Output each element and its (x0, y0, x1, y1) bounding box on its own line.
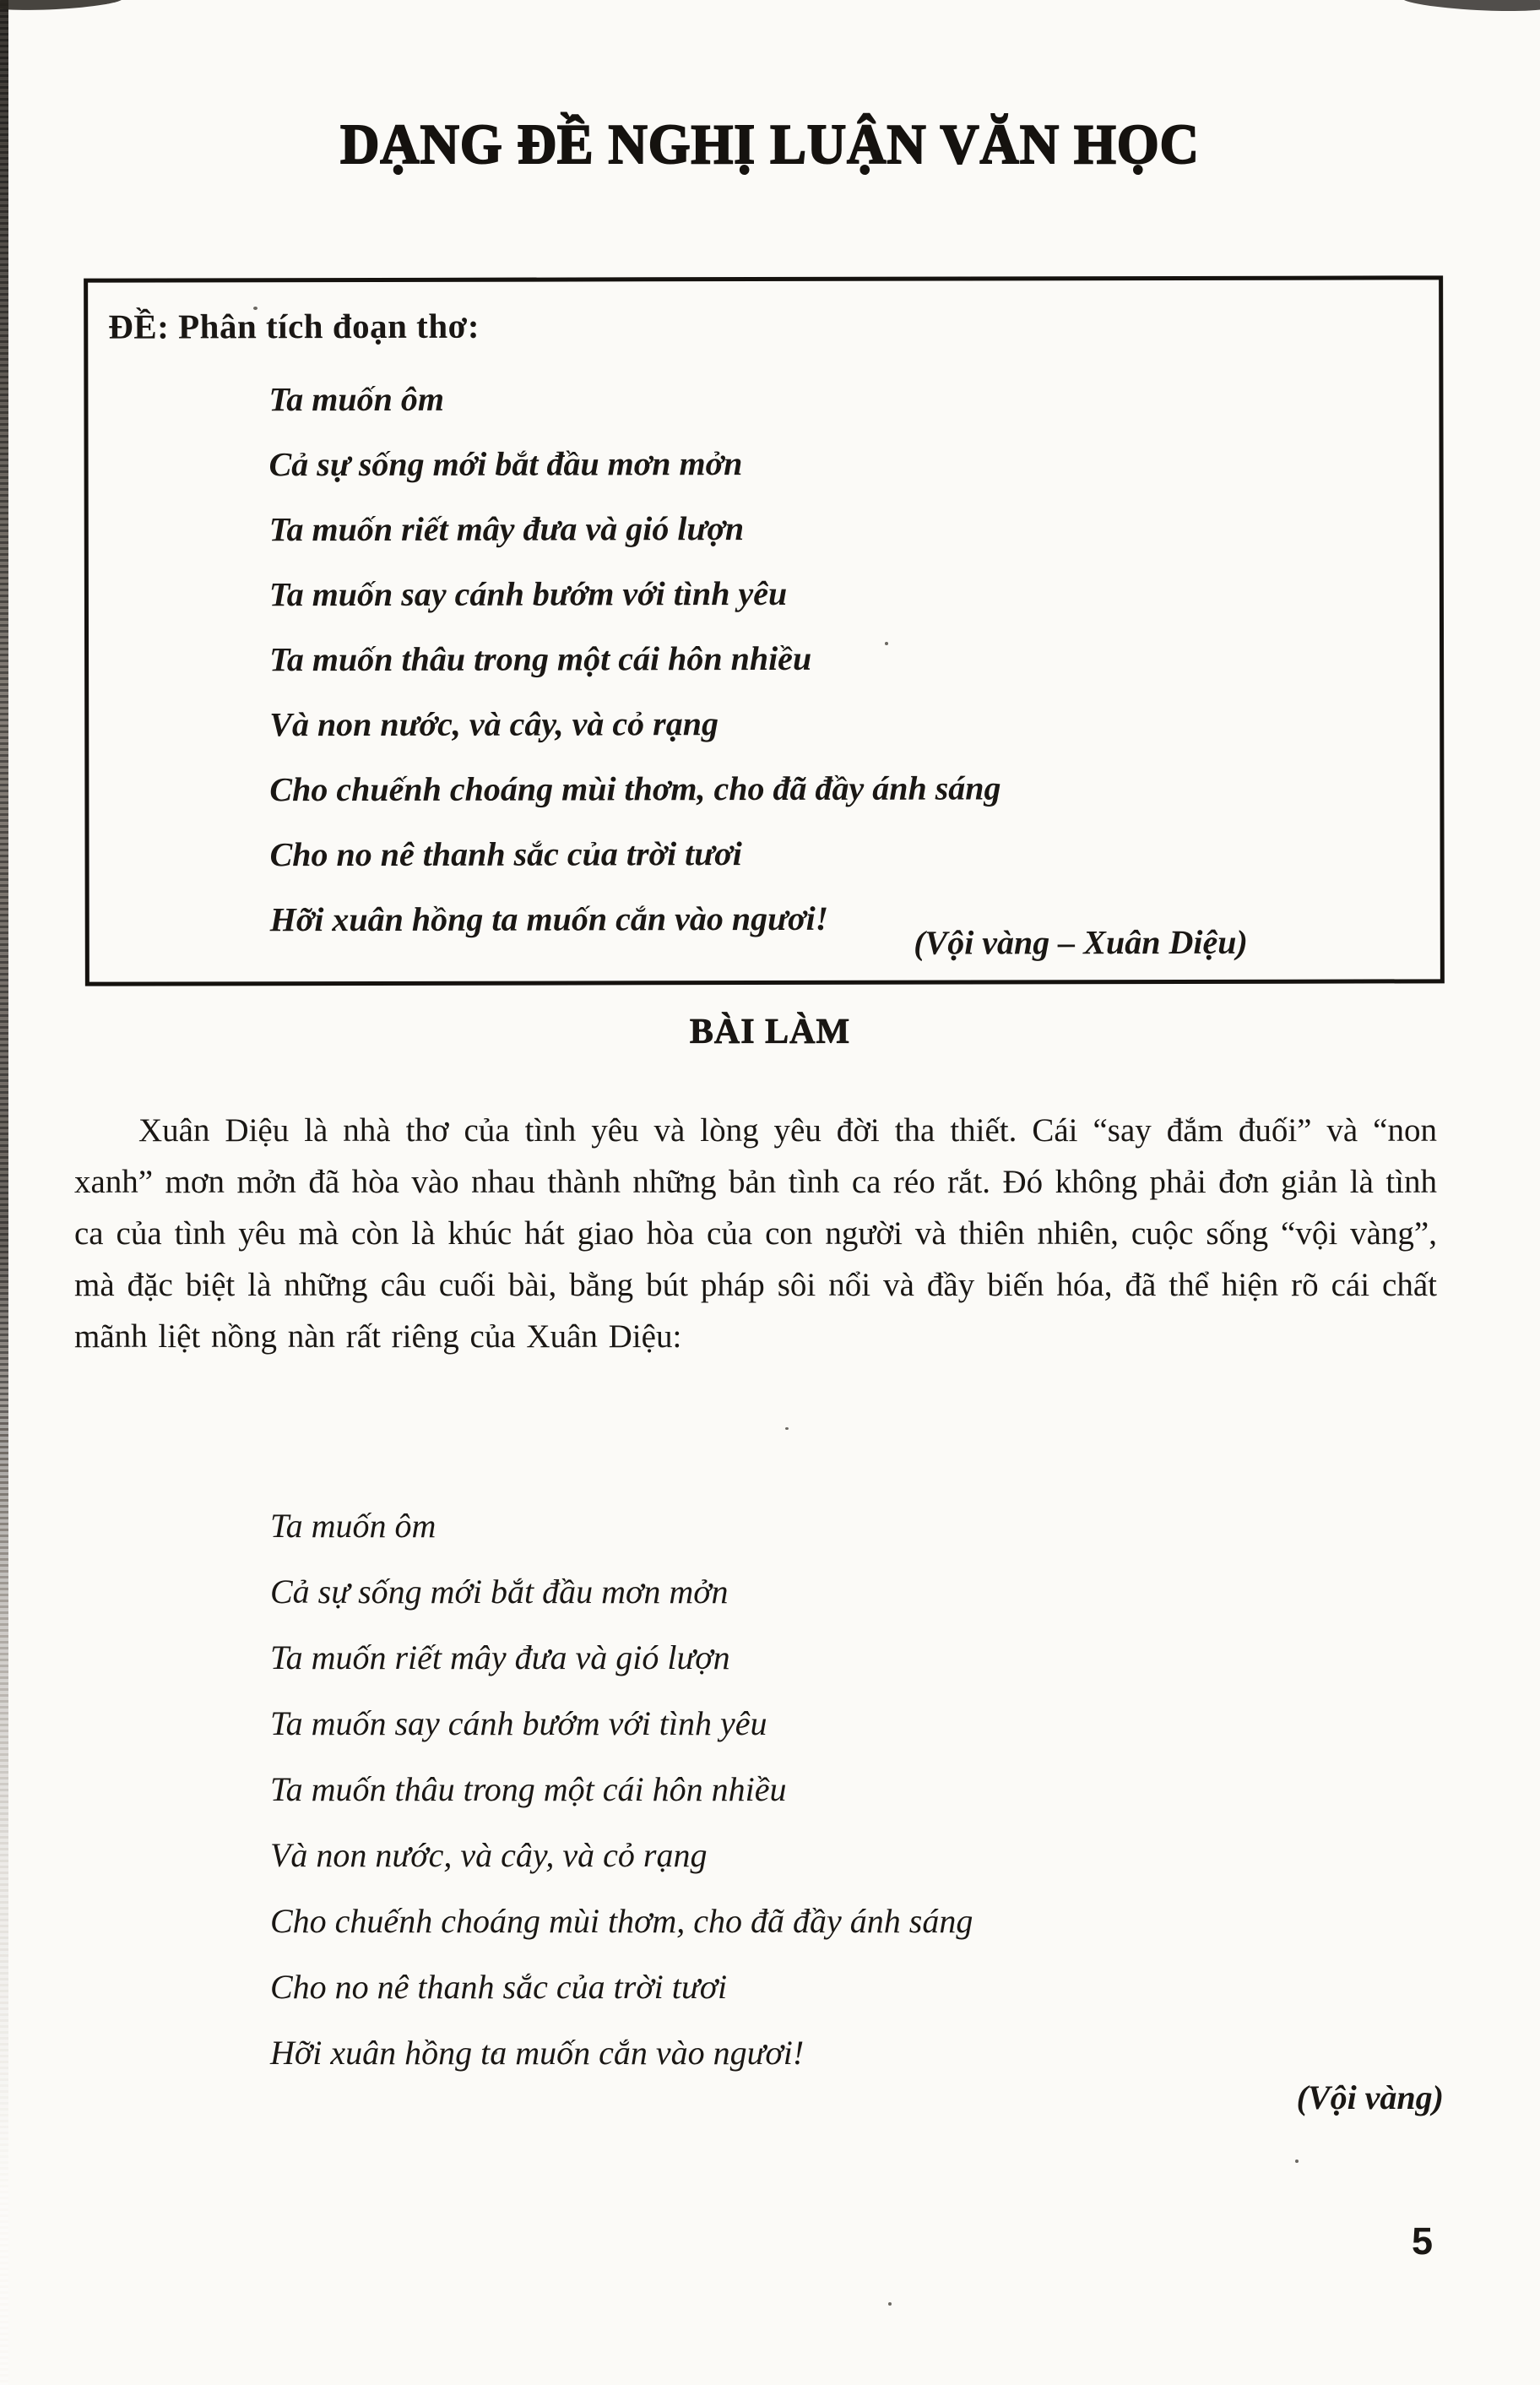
page-number: 5 (1412, 2219, 1434, 2263)
quoted-poem (268, 365, 1001, 952)
poem-line: Ta muốn ôm (268, 379, 444, 419)
poem-line: Và non nước, và cây, và cỏ rạng (269, 704, 718, 744)
poem-line: Cả sự sống mới bắt đầu mơn mởn (268, 444, 743, 484)
page-title: DẠNG ĐỀ NGHỊ LUẬN VĂN HỌC (340, 112, 1200, 176)
poem-line: Hỡi xuân hồng ta muốn cắn vào ngươi! (269, 899, 829, 939)
poem-line: Cho no nê thanh sắc của trời tươi (270, 1968, 728, 2006)
essay-heading: BÀI LÀM (689, 1013, 851, 1051)
essay-quoted-poem (270, 1493, 973, 2086)
poem-line: Cho chuếnh choáng mùi thơm, cho đã đầy ánh sáng (270, 1902, 973, 1940)
poem-line: Ta muốn say cánh bướm với tình yêu (268, 573, 788, 614)
exam-prompt-box (84, 275, 1445, 986)
poem-attribution: (Vội vàng – Xuân Diệu) (914, 922, 1248, 962)
binding-shadow-strip (0, 0, 8, 2385)
prompt-label: ĐỀ: (108, 307, 179, 346)
poem-line: Ta muốn ôm (270, 1507, 437, 1545)
essay-poem-attribution: (Vội vàng) (1296, 2078, 1444, 2116)
poem-line: Cho chuếnh choáng mùi thơm, cho đã đầy ánh sáng (269, 769, 1001, 809)
poem-line: Ta muốn thâu trong một cái hôn nhiều (269, 638, 812, 679)
scan-smudge-top-right (1402, 0, 1540, 14)
prompt-heading (108, 306, 480, 347)
poem-line: Và non nước, và cây, và cỏ rạng (270, 1836, 708, 1874)
scan-smudge-top-left (0, 0, 123, 13)
poem-line: Ta muốn riết mây đưa và gió lượn (270, 1638, 730, 1676)
poem-line: Ta muốn riết mây đưa và gió lượn (268, 509, 745, 549)
poem-line: Cho no nê thanh sắc của trời tươi (269, 834, 742, 874)
poem-line: Ta muốn say cánh bướm với tình yêu (270, 1704, 767, 1742)
prompt-instruction: Phân tích đoạn thơ: (178, 306, 480, 346)
poem-line: Hỡi xuân hồng ta muốn cắn vào ngươi! (270, 2034, 805, 2072)
essay-paragraph: Xuân Diệu là nhà thơ của tình yêu và lòng yêu đời tha thiết. Cái “say đắm đuối” và “non xanh” mơn mởn đã hòa vào nhau thành những bản tình ca réo rắt. Đó không phải đơn giản là tình ca của tình yêu mà còn là khúc hát giao hòa của con người và thiên nhiên, cuộc sống “vội vàng”, mà đặc biệt là những câu cuối bài, bằng bút pháp sôi nổi và đầy biến hóa, đã thể hiện rõ cái chất mãnh liệt nồng nàn rất riêng của Xuân Diệu: (74, 1112, 1437, 1355)
poem-line: Ta muốn thâu trong một cái hôn nhiều (270, 1770, 787, 1808)
poem-line: Cả sự sống mới bắt đầu mơn mởn (270, 1573, 729, 1611)
